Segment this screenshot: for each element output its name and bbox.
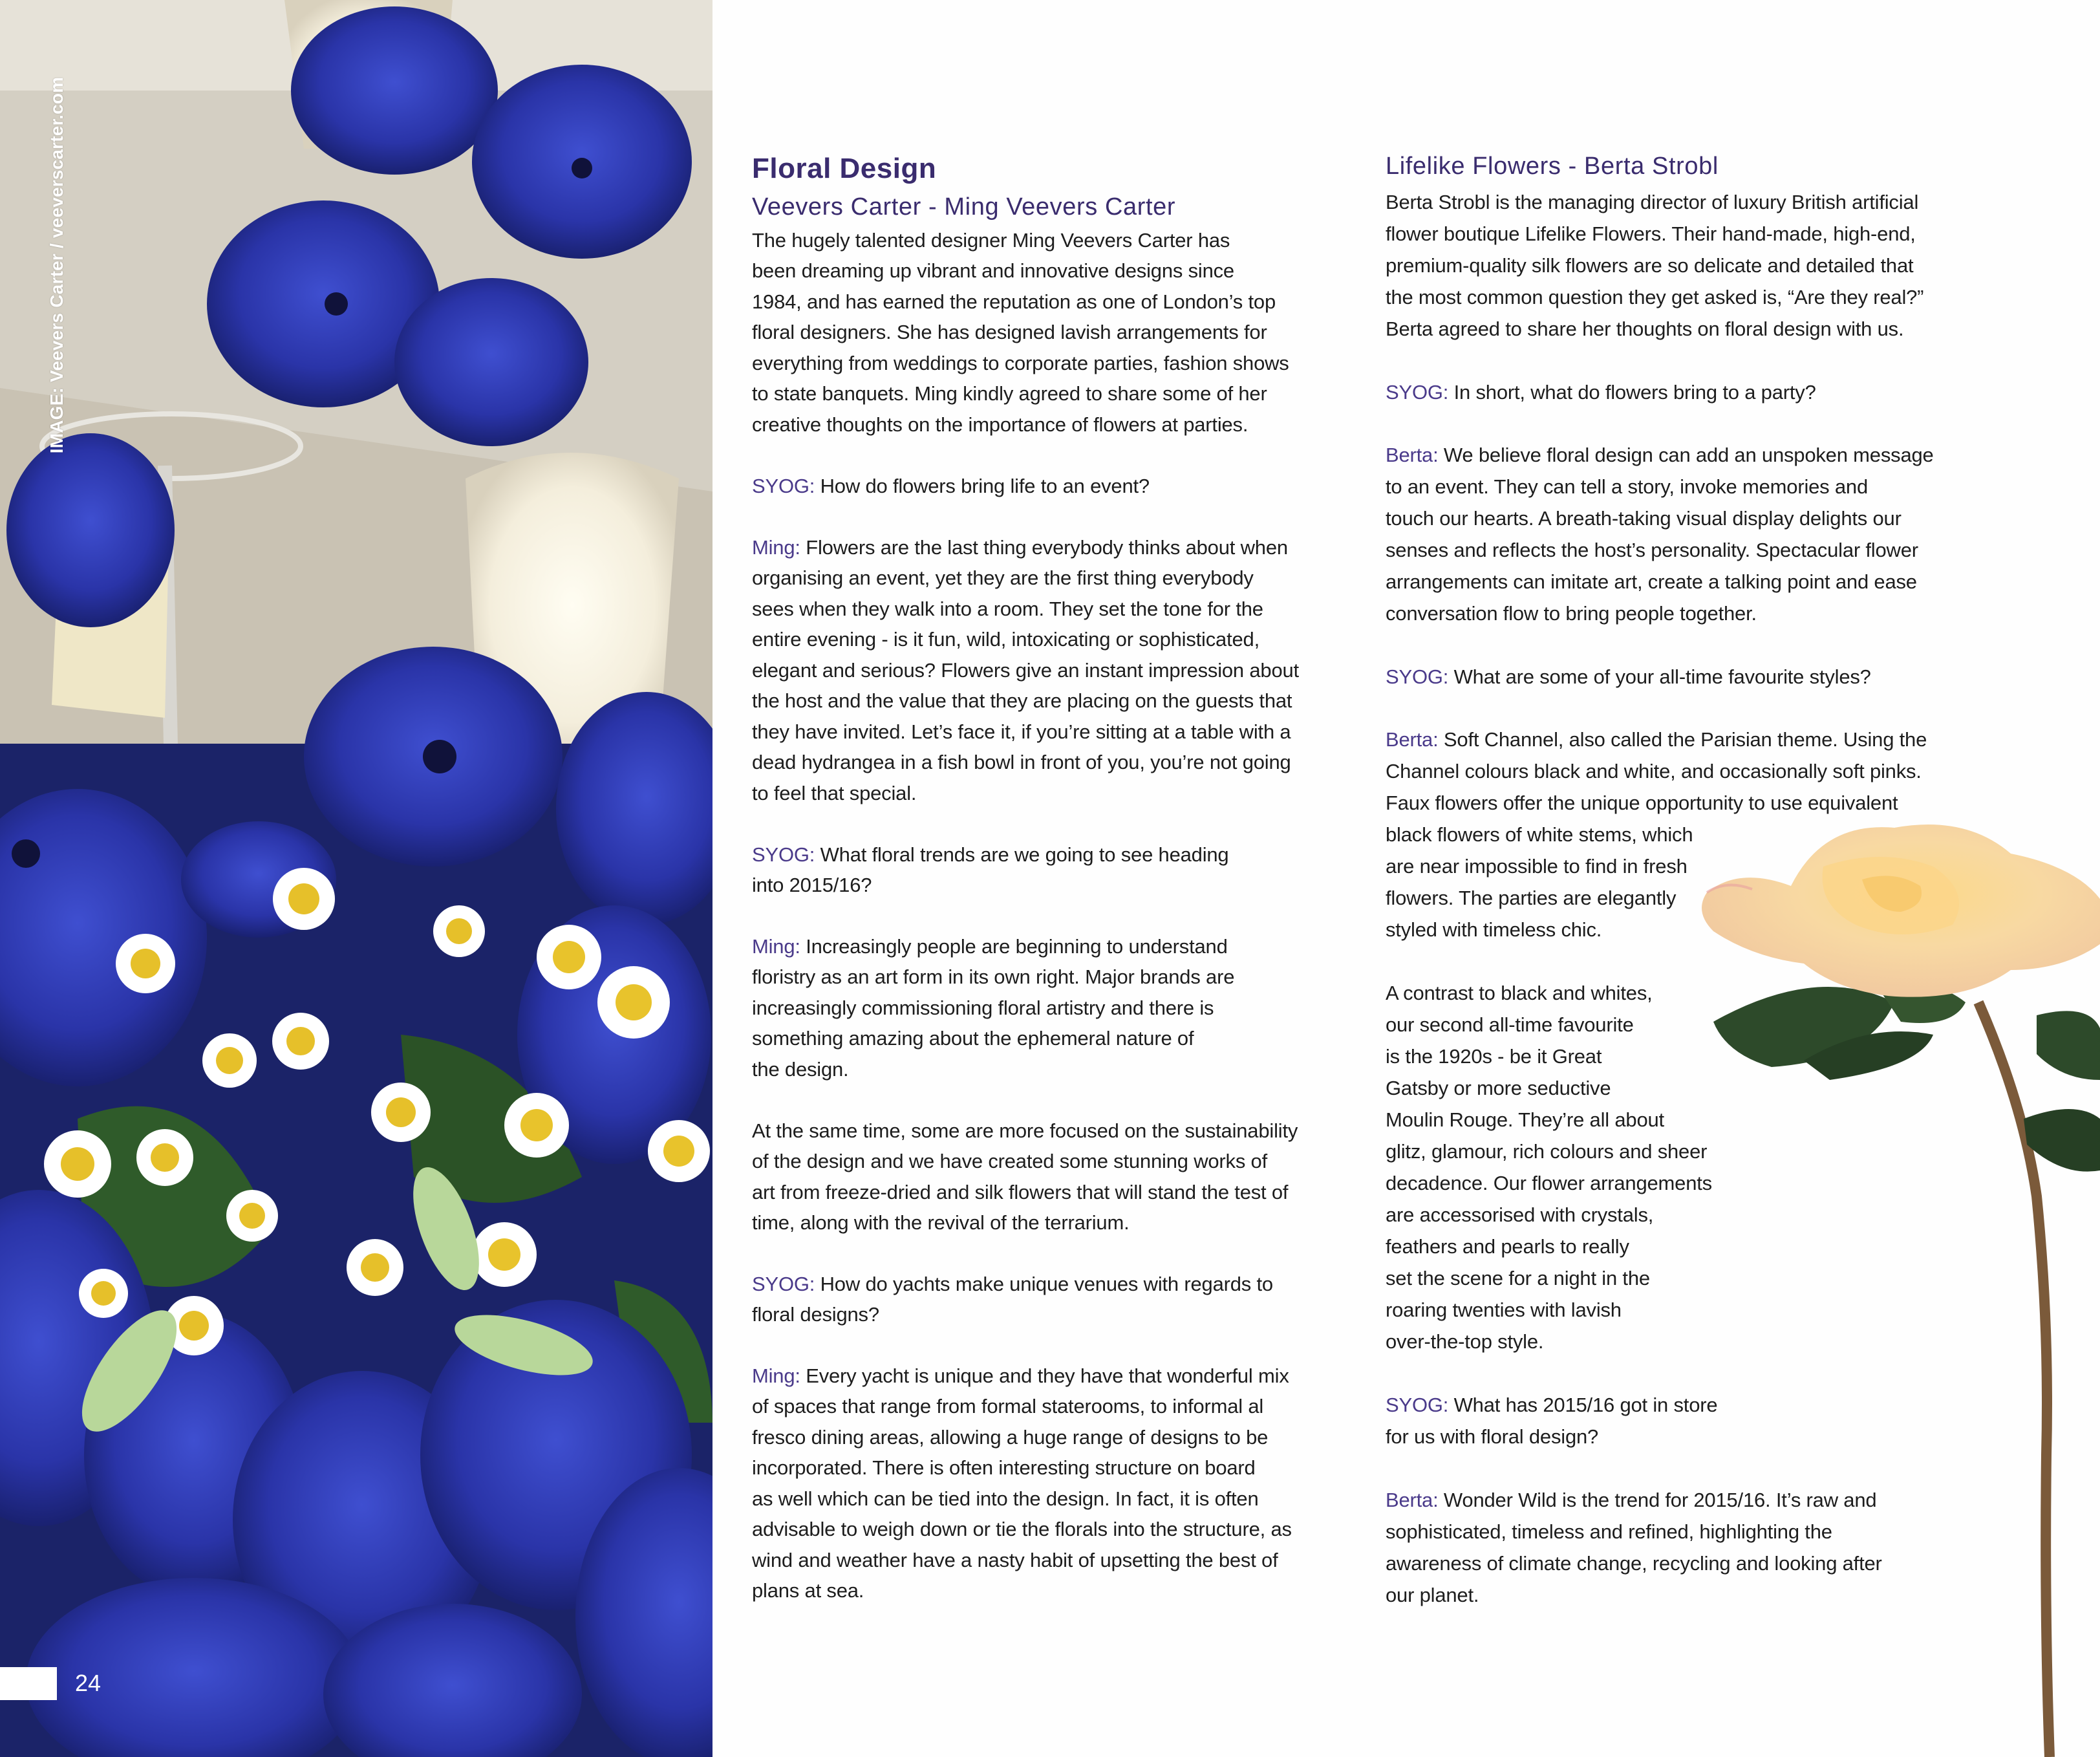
text-line: feathers and pearls to really [1386, 1235, 1629, 1258]
page-number: 24 [75, 1670, 102, 1696]
text-line: conversation flow to bring people together. [1386, 602, 1757, 625]
text-line: time, along with the revival of the terrarium. [752, 1211, 1130, 1234]
text-line: the design. [752, 1058, 849, 1081]
text-line: flower boutique Lifelike Flowers. Their hand-made, high-end, [1386, 222, 1916, 245]
text-line: everything from weddings to corporate parties, fashion shows [752, 352, 1289, 374]
text-line: sees when they walk into a room. They set the tone for the [752, 598, 1263, 620]
text-line: our planet. [1386, 1584, 1479, 1606]
text-line: to feel that special. [752, 782, 917, 804]
text-line: organising an event, yet they are the first thing everybody [752, 566, 1254, 589]
text-line: is the 1920s - be it Great [1386, 1045, 1602, 1068]
text-line: The hugely talented designer Ming Veevers Carter has [752, 229, 1230, 252]
text-line: Berta: We believe floral design can add an unspoken message [1386, 444, 1934, 466]
text-line: plans at sea. [752, 1579, 864, 1602]
text-line: elegant and serious? Flowers give an instant impression about [752, 659, 1299, 682]
text-line: Berta: Soft Channel, also called the Parisian theme. Using the [1386, 728, 1927, 751]
text-line: of the design and we have created some stunning works of [752, 1150, 1268, 1172]
text-line: decadence. Our flower arrangements [1386, 1172, 1712, 1194]
text-line: the host and the value that they are placing on the guests that [752, 689, 1292, 712]
text-line: are near impossible to find in fresh [1386, 855, 1688, 878]
text-line: SYOG: How do flowers bring life to an event? [752, 475, 1150, 497]
text-line: they have invited. Let’s face it, if you’re sitting at a table with a [752, 720, 1291, 743]
text-line: floral designs? [752, 1303, 879, 1326]
text-line: touch our hearts. A breath-taking visual display delights our [1386, 507, 1902, 530]
speaker-label: SYOG: [752, 1273, 815, 1295]
text-line: 1984, and has earned the reputation as one of London’s top [752, 290, 1276, 313]
text-line: to an event. They can tell a story, invoke memories and [1386, 475, 1869, 498]
text-line: SYOG: In short, what do flowers bring to a party? [1386, 381, 1816, 404]
text-line: awareness of climate change, recycling and looking after [1386, 1552, 1882, 1575]
text-line: roaring twenties with lavish [1386, 1299, 1622, 1321]
text-line: Channel colours black and white, and occasionally soft pinks. [1386, 760, 1922, 782]
text-line: flowers. The parties are elegantly [1386, 887, 1677, 909]
text-line: premium-quality silk flowers are so delicate and detailed that [1386, 254, 1914, 277]
text-line: Gatsby or more seductive [1386, 1077, 1611, 1099]
text-line: floristry as an art form in its own right. Major brands are [752, 965, 1235, 988]
text-line: Ming: Every yacht is unique and they have that wonderful mix [752, 1364, 1289, 1387]
speaker-label: Berta: [1386, 728, 1439, 751]
text-line: increasingly commissioning floral artistry and there is [752, 997, 1214, 1019]
text-line: art from freeze-dried and silk flowers that will stand the test of [752, 1181, 1289, 1203]
text-line: as well which can be tied into the design. In fact, it is often [752, 1487, 1259, 1510]
text-line: sophisticated, timeless and refined, highlighting the [1386, 1520, 1832, 1543]
page-title: Floral Design [752, 153, 937, 184]
text-line: SYOG: How do yachts make unique venues with regards to [752, 1273, 1273, 1295]
text-line: something amazing about the ephemeral nature of [752, 1027, 1194, 1050]
text-line: advisable to weigh down or tie the florals into the structure, as [752, 1518, 1292, 1540]
text-line: our second all-time favourite [1386, 1013, 1634, 1036]
text-line: been dreaming up vibrant and innovative designs since [752, 259, 1234, 282]
page-number-bar [0, 1667, 57, 1700]
text-line: fresco dining areas, allowing a huge range of designs to be [752, 1426, 1269, 1449]
floral-centrepiece-photo [0, 0, 712, 1757]
text-line: glitz, glamour, rich colours and sheer [1386, 1140, 1708, 1163]
peach-rose-photo [1675, 808, 2100, 1757]
text-line: of spaces that range from formal staterooms, to informal al [752, 1395, 1264, 1417]
text-line: styled with timeless chic. [1386, 918, 1602, 941]
text-line: incorporated. There is often interesting structure on board [752, 1456, 1256, 1479]
speaker-label: Berta: [1386, 1489, 1439, 1511]
text-line: wind and weather have a nasty habit of upsetting the best of [752, 1549, 1278, 1571]
speaker-label: SYOG: [752, 843, 815, 866]
text-line: SYOG: What has 2015/16 got in store [1386, 1394, 1718, 1416]
text-line: Ming: Increasingly people are beginning to understand [752, 935, 1228, 958]
speaker-label: SYOG: [1386, 381, 1449, 404]
text-line: for us with floral design? [1386, 1425, 1599, 1448]
speaker-label: Berta: [1386, 444, 1439, 466]
text-line: over-the-top style. [1386, 1330, 1544, 1353]
text-line: set the scene for a night in the [1386, 1267, 1650, 1289]
text-line: Ming: Flowers are the last thing everybody thinks about when [752, 536, 1288, 559]
text-line: arrangements can imitate art, create a talking point and ease [1386, 570, 1917, 593]
speaker-label: Ming: [752, 1364, 800, 1387]
speaker-label: SYOG: [752, 475, 815, 497]
text-line: Berta Strobl is the managing director of luxury British artificial [1386, 191, 1919, 213]
text-line: to state banquets. Ming kindly agreed to share some of her [752, 382, 1267, 405]
text-line: At the same time, some are more focused on the sustainability [752, 1119, 1298, 1142]
text-line: SYOG: What are some of your all-time favourite styles? [1386, 665, 1871, 688]
speaker-label: Ming: [752, 935, 800, 958]
text-line: SYOG: What floral trends are we going to see heading [752, 843, 1229, 866]
text-line: Berta: Wonder Wild is the trend for 2015/16. It’s raw and [1386, 1489, 1877, 1511]
designer-subtitle: Veevers Carter - Ming Veevers Carter [752, 193, 1176, 221]
image-credit: IMAGE: Veevers Carter / veeverscarter.com [47, 76, 67, 454]
text-line: entire evening - is it fun, wild, intoxicating or sophisticated, [752, 628, 1259, 651]
text-line: the most common question they get asked is, “Are they real?” [1386, 286, 1924, 308]
text-line: dead hydrangea in a fish bowl in front of you, you’re not going [752, 751, 1291, 773]
text-line: A contrast to black and whites, [1386, 982, 1653, 1004]
speaker-label: Ming: [752, 536, 800, 559]
text-line: Faux flowers offer the unique opportunity to use equivalent [1386, 792, 1898, 814]
text-line: Berta agreed to share her thoughts on floral design with us. [1386, 318, 1904, 340]
text-line: into 2015/16? [752, 874, 872, 896]
flowers-illustration [0, 0, 712, 1757]
text-line: are accessorised with crystals, [1386, 1203, 1654, 1226]
text-line: floral designers. She has designed lavish arrangements for [752, 321, 1267, 343]
text-line: creative thoughts on the importance of flowers at parties. [752, 413, 1248, 436]
text-line: Moulin Rouge. They’re all about [1386, 1108, 1664, 1131]
text-line: senses and reflects the host’s personality. Spectacular flower [1386, 539, 1918, 561]
designer-subtitle: Lifelike Flowers - Berta Strobl [1386, 153, 1719, 180]
speaker-label: SYOG: [1386, 665, 1449, 688]
speaker-label: SYOG: [1386, 1394, 1449, 1416]
text-line: black flowers of white stems, which [1386, 823, 1693, 846]
